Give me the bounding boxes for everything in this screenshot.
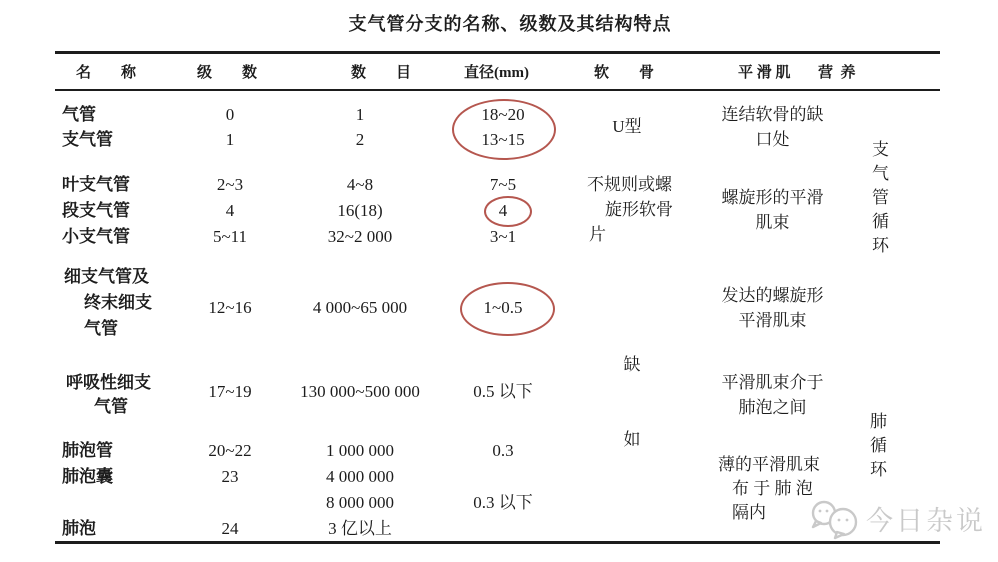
- row-alveolar-sac-name: 肺泡囊: [62, 467, 113, 486]
- col-header-count: 数 目: [351, 65, 412, 81]
- row-resp-bronchiole-diameter: 0.5 以下: [473, 382, 533, 401]
- row-trachea-name: 气管: [62, 105, 96, 124]
- row-small-bronchus-count: 32~2 000: [327, 227, 393, 246]
- row-bronchus-diameter: 13~15: [481, 130, 525, 149]
- top-rule: [55, 51, 940, 54]
- row-bronchiole-name-line1: 细支气管及: [64, 267, 149, 286]
- row-lobar-diameter: 7~5: [489, 175, 517, 194]
- row-lobar-level: 2~3: [216, 175, 244, 194]
- row-segmental-count: 16(18): [337, 201, 383, 220]
- smooth-muscle-row7-line1: 平滑肌束介于: [721, 373, 824, 392]
- row-continuation-diameter: 0.3 以下: [473, 493, 533, 512]
- row-small-bronchus-name: 小支气管: [62, 227, 130, 246]
- row-bronchiole-diameter: 1~0.5: [483, 298, 523, 317]
- nutrition-bronchial-circulation: 支气管循环: [869, 140, 888, 260]
- col-header-level: 级 数: [197, 65, 258, 81]
- row-alveolus-name: 肺泡: [62, 519, 96, 538]
- row-bronchiole-count: 4 000~65 000: [312, 298, 408, 317]
- row-bronchus-level: 1: [225, 130, 235, 149]
- smooth-muscle-row7-line2: 肺泡之间: [738, 398, 807, 417]
- smooth-muscle-row6-line1: 发达的螺旋形: [721, 286, 824, 305]
- row-small-bronchus-diameter: 3~1: [489, 227, 517, 246]
- cartilage-irregular-line3: 片: [589, 225, 606, 244]
- red-ellipse-annotation-1-0-5: [460, 282, 555, 336]
- chat-bubbles-icon: [806, 498, 864, 545]
- row-segmental-diameter: 4: [498, 201, 508, 220]
- row-alveolar-sac-level: 23: [221, 467, 239, 486]
- smooth-muscle-rows12-line2: 口处: [755, 130, 790, 149]
- watermark-text: 今日杂说: [866, 506, 986, 536]
- red-ellipse-annotation-4: [484, 196, 532, 227]
- row-alveolar-duct-count: 1 000 000: [326, 441, 394, 460]
- cartilage-u-type: U型: [612, 117, 642, 136]
- row-bronchus-name: 支气管: [62, 130, 113, 149]
- row-lobar-count: 4~8: [346, 175, 374, 194]
- row-alveolar-duct-name: 肺泡管: [62, 441, 113, 460]
- row-alveolar-sac-count: 4 000 000: [326, 467, 394, 486]
- cartilage-irregular-line1: 不规则或螺: [587, 175, 672, 194]
- nutrition-pulmonary-circulation: 肺循环: [867, 412, 886, 484]
- header-rule: [55, 89, 940, 91]
- row-resp-bronchiole-count: 130 000~500 000: [300, 382, 420, 401]
- row-bronchiole-name-line3: 气管: [84, 319, 118, 338]
- cartilage-irregular-line2: 旋形软骨: [605, 200, 673, 219]
- row-trachea-count: 1: [355, 105, 365, 124]
- row-continuation-count: 8 000 000: [326, 493, 394, 512]
- row-bronchiole-name-line2: 终末细支: [84, 293, 152, 312]
- row-segmental-name: 段支气管: [62, 201, 130, 220]
- row-trachea-diameter: 18~20: [481, 105, 525, 124]
- smooth-muscle-rows35-line2: 肌束: [755, 213, 790, 232]
- row-alveolus-level: 24: [221, 519, 239, 538]
- smooth-muscle-rows811-line1: 薄的平滑肌束: [718, 455, 820, 474]
- smooth-muscle-rows12-line1: 连结软骨的缺: [721, 105, 824, 124]
- row-alveolus-count: 3 亿以上: [328, 519, 392, 538]
- row-segmental-level: 4: [225, 201, 235, 220]
- smooth-muscle-rows35-line1: 螺旋形的平滑: [721, 188, 824, 207]
- row-resp-bronchiole-level: 17~19: [208, 382, 252, 401]
- col-header-smooth-muscle: 平 滑 肌: [738, 65, 791, 81]
- table-title: 支气管分支的名称、级数及其结构特点: [348, 14, 672, 34]
- row-small-bronchus-level: 5~11: [212, 227, 248, 246]
- row-resp-bronchiole-name-line2: 气管: [94, 397, 128, 416]
- red-ellipse-annotation-18-20-13-15: [452, 99, 556, 160]
- col-header-name: 名 称: [76, 65, 137, 81]
- row-lobar-name: 叶支气管: [62, 175, 130, 194]
- row-alveolar-duct-level: 20~22: [208, 441, 252, 460]
- smooth-muscle-rows811-line3: 隔内: [732, 503, 766, 522]
- row-alveolar-duct-diameter: 0.3: [492, 441, 514, 460]
- col-header-diameter: 直径(mm): [464, 65, 529, 81]
- row-trachea-level: 0: [225, 105, 235, 124]
- smooth-muscle-rows811-line2: 布 于 肺 泡: [732, 479, 813, 498]
- smooth-muscle-row6-line2: 平滑肌束: [738, 311, 807, 330]
- col-header-nutrition: 营 养: [818, 65, 856, 81]
- row-bronchiole-level: 12~16: [208, 298, 252, 317]
- cartilage-absent-char2: 如: [623, 430, 641, 449]
- col-header-cartilage: 软 骨: [594, 65, 655, 81]
- row-bronchus-count: 2: [355, 130, 365, 149]
- row-resp-bronchiole-name-line1: 呼吸性细支: [66, 373, 151, 392]
- cartilage-absent-char1: 缺: [623, 355, 641, 374]
